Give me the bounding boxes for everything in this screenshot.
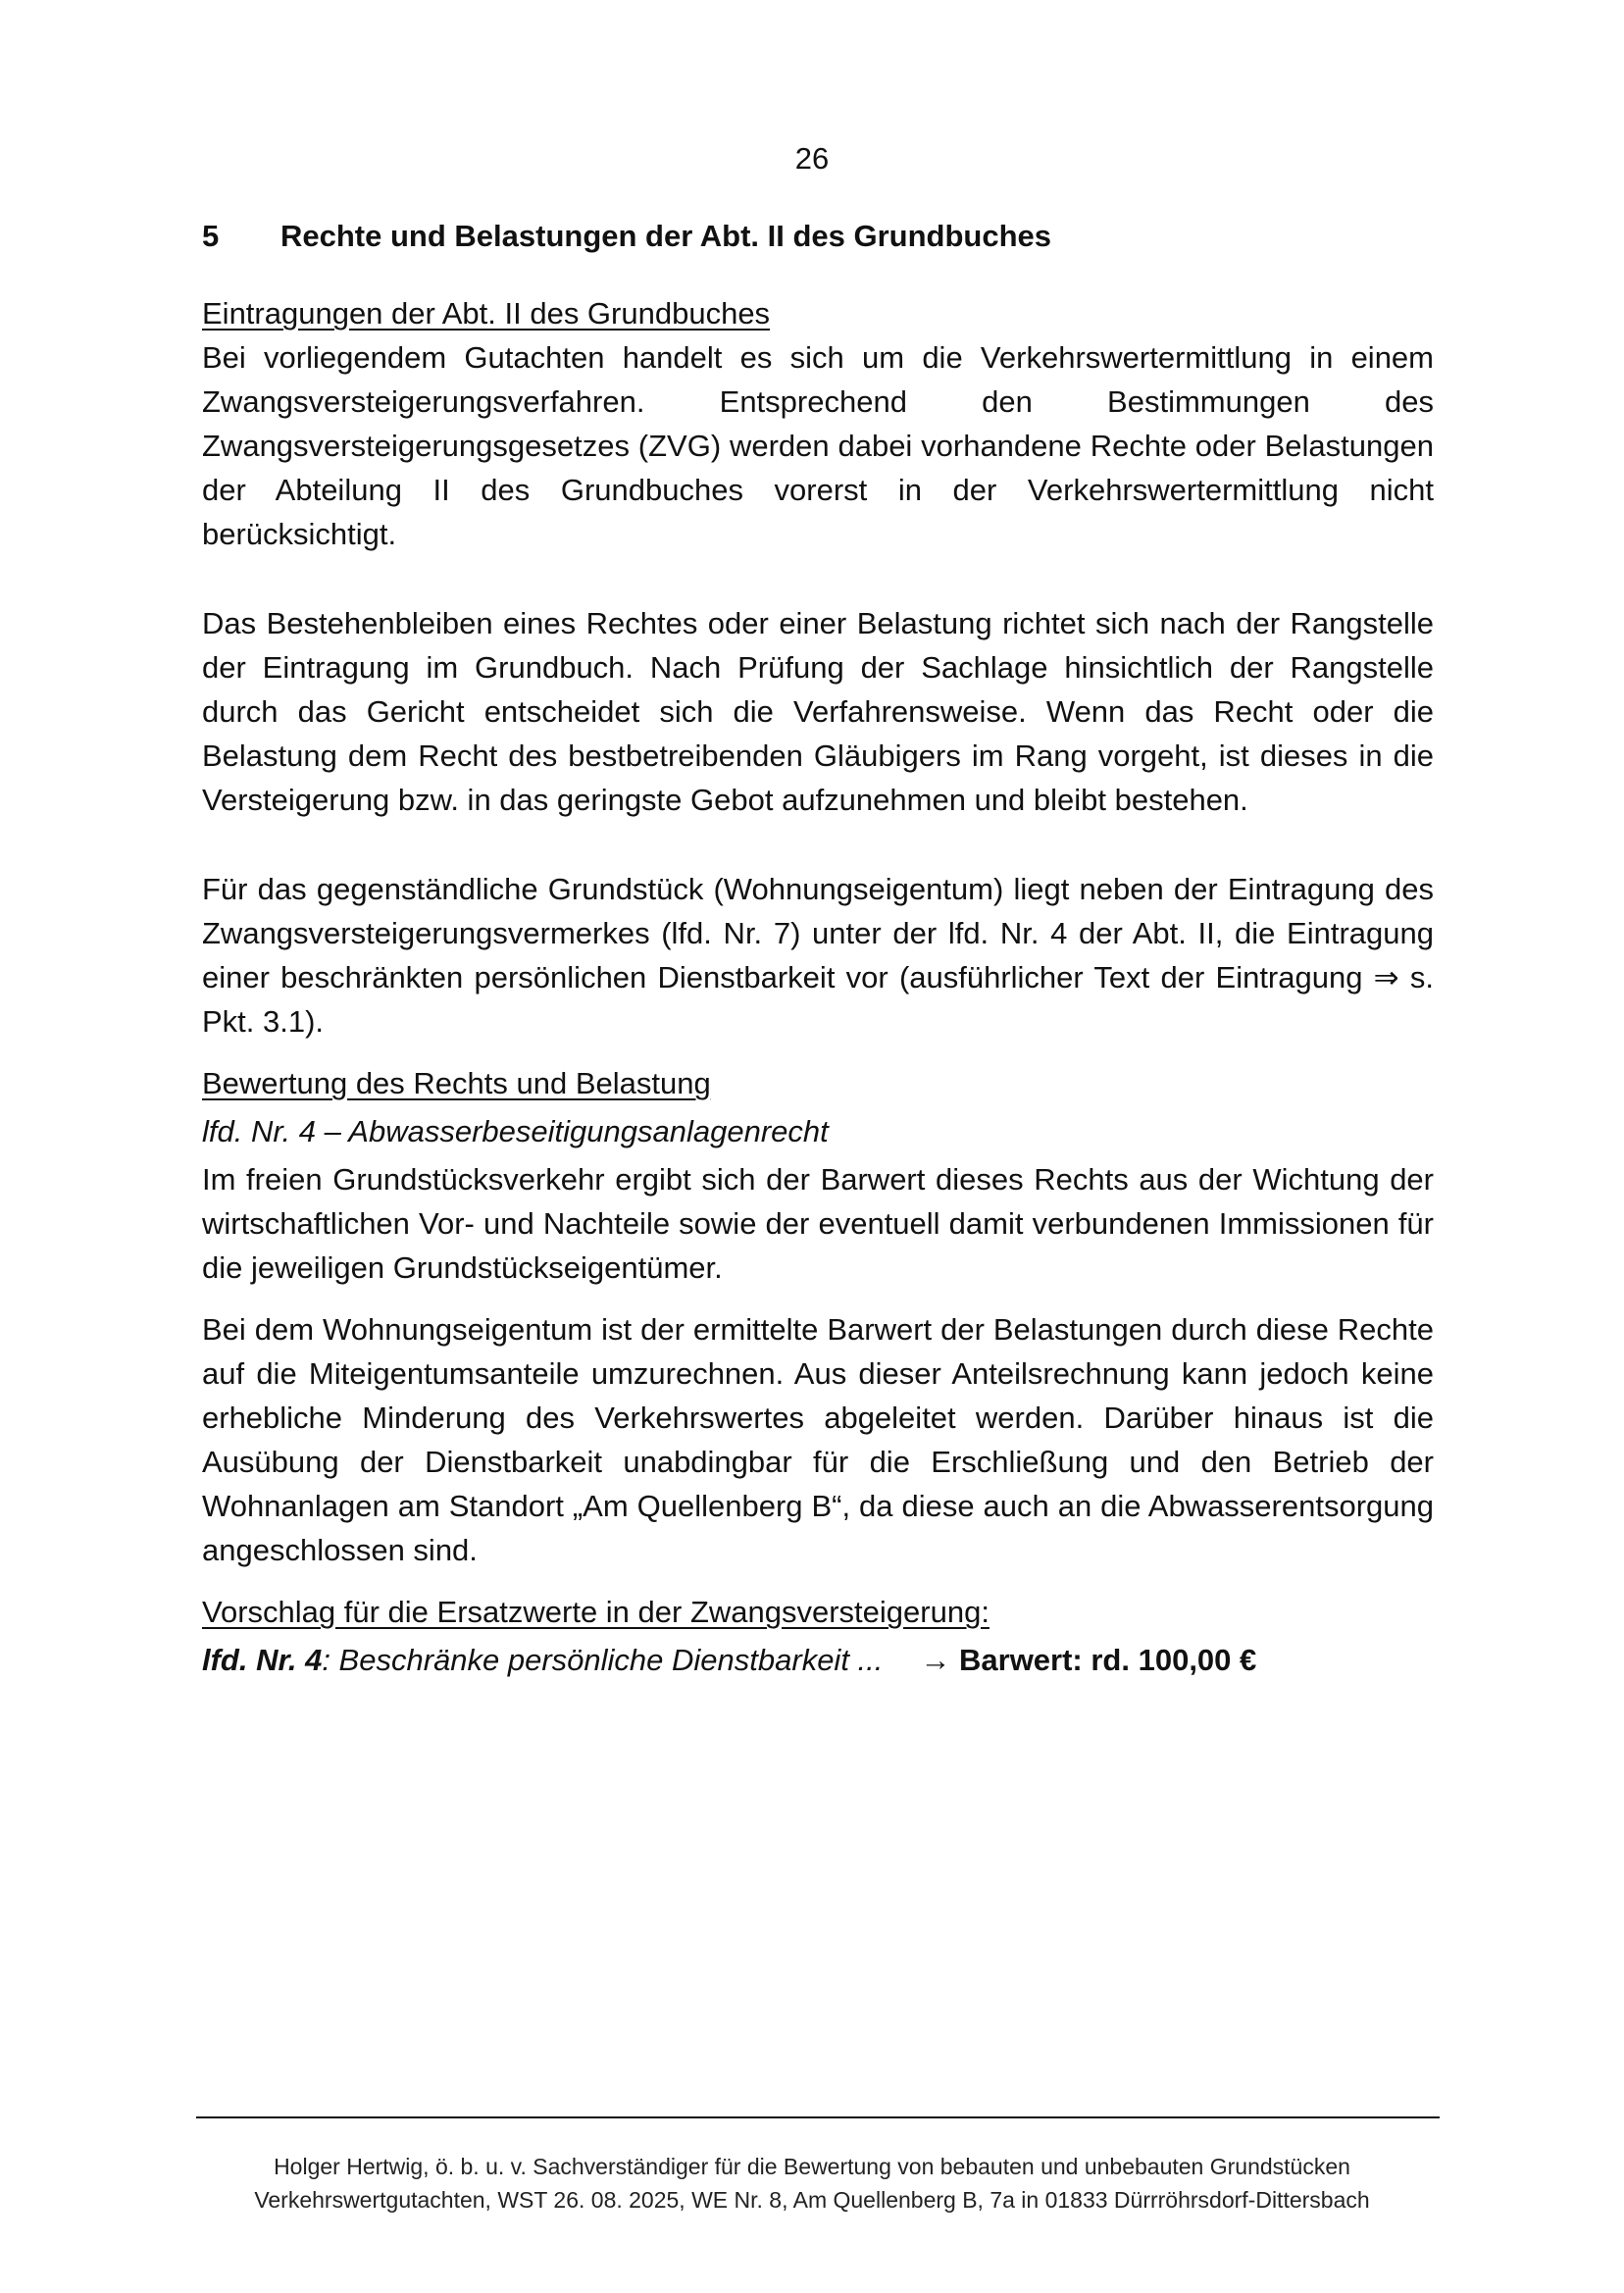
- proposal-value: Barwert: rd. 100,00 €: [950, 1643, 1257, 1677]
- section-number: 5: [202, 219, 220, 253]
- proposal-heading: Vorschlag für die Ersatzwerte in der Zwangsversteigerung:: [202, 1595, 990, 1629]
- entries-heading: Eintragungen der Abt. II des Grundbuches: [202, 296, 771, 331]
- arrow-right-icon: →: [920, 1643, 951, 1677]
- section-heading: [202, 214, 1434, 258]
- section-title: Rechte und Belastungen der Abt. II des Grundbuches: [280, 219, 1052, 253]
- entries-paragraph-1: Bei vorliegendem Gutachten handelt es sich um die Verkehrswertermittlung in einem Zwangsversteigerungsverfahren. Entsprechend den Bestimmungen des Zwangsversteigerungsgesetzes (ZVG) werden dabei vorhandene Rechte oder Belastungen der Abteilung II des Grundbuches vorerst in der Verkehrswertermittlung nicht berücksichtigt.: [202, 340, 1434, 551]
- entries-paragraph-3: Für das gegenständliche Grundstück (Wohnungseigentum) liegt neben der Eintragung des Zwangsversteigerungsvermerkes (lfd. Nr. 7) unter der lfd. Nr. 4 der Abt. II, die Eintragung einer beschränkten persönlichen Dienstbarkeit vor (ausführlicher Text der Eintragung ⇒ s. Pkt. 3.1).: [202, 872, 1434, 1039]
- entries-section: [202, 291, 1434, 1044]
- footer-line-1: Holger Hertwig, ö. b. u. v. Sachverständiger für die Bewertung von bebauten und unbebauten Grundstücken: [274, 2154, 1350, 2179]
- entries-paragraph-2: Das Bestehenbleiben eines Rechtes oder einer Belastung richtet sich nach der Rangstelle der Eintragung im Grundbuch. Nach Prüfung der Sachlage hinsichtlich der Rangstelle durch das Gericht entscheidet sich die Verfahrensweise. Wenn das Recht oder die Belastung dem Recht des bestbetreibenden Gläubigers im Rang vorgeht, ist dieses in die Versteigerung bzw. in das geringste Gebot aufzunehmen und bleibt bestehen.: [202, 606, 1434, 817]
- proposal-line: [202, 1638, 1434, 1682]
- valuation-paragraph-1: Im freien Grundstücksverkehr ergibt sich der Barwert dieses Rechts aus der Wichtung der wirtschaftlichen Vor- und Nachteile sowie der eventuell damit verbundenen Immissionen für die jeweiligen Grundstückseigentümer.: [202, 1162, 1434, 1285]
- proposal-section: [202, 1590, 1434, 1682]
- valuation-paragraph-2: Bei dem Wohnungseigentum ist der ermittelte Barwert der Belastungen durch diese Rechte auf die Miteigentumsanteile umzurechnen. Aus dieser Anteilsrechnung kann jedoch keine erhebliche Minderung des Verkehrswertes abgeleitet werden. Darüber hinaus ist die Ausübung der Dienstbarkeit unabdingbar für die Erschließung und den Betrieb der Wohnanlagen am Standort „Am Quellenberg B“, da diese auch an die Abwasserentsorgung angeschlossen sind.: [202, 1312, 1434, 1567]
- proposal-ref-colon: :: [322, 1643, 330, 1677]
- page-content: [202, 214, 1434, 1682]
- footer-divider: [196, 2116, 1440, 2118]
- valuation-heading: Bewertung des Rechts und Belastung: [202, 1066, 711, 1100]
- proposal-ref: lfd. Nr. 4: [202, 1643, 323, 1677]
- footer-line-2: Verkehrswertgutachten, WST 26. 08. 2025, WE Nr. 8, Am Quellenberg B, 7a in 01833 Dürrröhrsdorf-Dittersbach: [254, 2187, 1370, 2213]
- valuation-section: [202, 1061, 1434, 1572]
- valuation-item-heading: lfd. Nr. 4 – Abwasserbeseitigungsanlagenrecht: [202, 1114, 829, 1148]
- page-footer: [0, 2150, 1624, 2217]
- proposal-description: Beschränke persönliche Dienstbarkeit ...: [330, 1643, 884, 1677]
- page-number: 26: [794, 141, 830, 176]
